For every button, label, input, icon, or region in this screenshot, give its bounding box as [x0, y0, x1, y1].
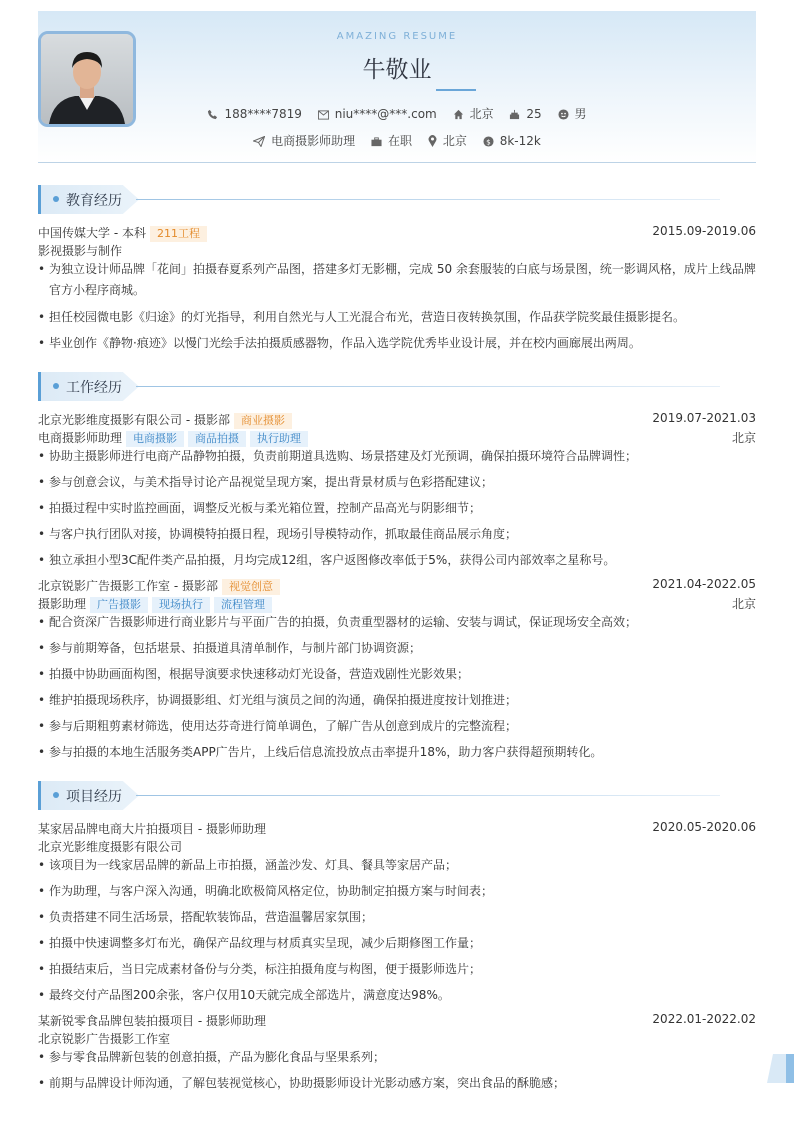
list-item: • 担任校园微电影《归途》的灯光指导，利用自然光与人工光混合布光，营造日夜转换氛围，作品获学院奖最佳摄影提名。: [38, 310, 686, 324]
resume-header: [38, 11, 756, 163]
email-text: niu****@***.com: [334, 107, 437, 121]
contact-info-row: [38, 105, 756, 122]
project-title: 某新锐零食品牌包装拍摄项目 - 摄影师助理: [38, 1014, 266, 1028]
role-tag: 广告摄影: [90, 597, 148, 613]
project-date: 2020.05-2020.06: [652, 820, 756, 834]
money-icon: [483, 136, 494, 147]
section-title-work: 工作经历: [66, 380, 122, 396]
hometown-item: [453, 105, 494, 122]
list-item: • 拍摄中协助画面构图，根据导演要求快速移动灯光设备，营造戏剧性光影效果；: [38, 667, 470, 681]
section-education: [38, 185, 738, 214]
role-tag: 电商摄影: [126, 431, 184, 447]
list-item: • 与客户执行团队对接，协调模特拍摄日程，现场引导模特动作，抓取最佳商品展示角度；: [38, 527, 518, 541]
role-tag: 流程管理: [214, 597, 272, 613]
target-city-text: 北京: [442, 134, 467, 148]
project-title-row: [38, 1012, 756, 1029]
work-company-row: [38, 411, 756, 429]
list-item: • 前期与品牌设计师沟通，了解包装视觉核心，协助摄影师设计光影动感方案，突出食品的酥脆感；: [38, 1076, 566, 1090]
phone-text: 188****7819: [224, 107, 302, 121]
target-city-item: [428, 132, 467, 149]
list-item: • 维护拍摄现场秩序，协调摄影组、灯光组与演员之间的沟通，确保拍摄进度按计划推进；: [38, 693, 518, 707]
section-title-education: 教育经历: [66, 193, 122, 209]
gender-icon: [558, 109, 569, 120]
mail-icon: [318, 110, 329, 120]
section-work: [38, 372, 738, 401]
education-major: 影视摄影与制作: [38, 244, 123, 258]
work-company-row: [38, 577, 756, 595]
email-item: [318, 107, 437, 121]
project-title: 某家居品牌电商大片拍摄项目 - 摄影师助理: [38, 822, 266, 836]
role-tag: 现场执行: [152, 597, 210, 613]
target-position-text: 电商摄影师助理: [271, 134, 356, 148]
resume-subtitle: AMAZING RESUME: [336, 31, 458, 42]
work-date: 2021.04-2022.05: [652, 577, 756, 591]
briefcase-icon: [371, 137, 382, 147]
list-item: • 该项目为一线家居品牌的新品上市拍摄，涵盖沙发、灯具、餐具等家居产品；: [38, 858, 458, 872]
work-role-row: [38, 595, 756, 613]
project-org: 北京锐影广告摄影工作室: [38, 1032, 171, 1046]
candidate-name: 牛敬业: [362, 57, 432, 83]
job-intent-row: [38, 132, 756, 149]
list-item: • 毕业创作《静物·痕迹》以慢门光绘手法拍摄质感器物，作品入选学院优秀毕业设计展，并在校内画廊展出两周。: [38, 336, 641, 350]
work-role-row: [38, 429, 756, 447]
svg-text:$: $: [485, 137, 491, 147]
project-org: 北京光影维度摄影有限公司: [38, 840, 183, 854]
education-date: 2015.09-2019.06: [652, 224, 756, 238]
name-underline: [436, 89, 476, 91]
job-status-item: [371, 132, 412, 149]
cake-icon: [509, 109, 520, 120]
company-tag: 商业摄影: [234, 413, 292, 429]
age-text: 25: [526, 107, 542, 121]
school-tag: 211工程: [150, 226, 207, 242]
list-item: • 参与前期筹备，包括堪景、拍摄道具清单制作，与制片部门协调资源；: [38, 641, 422, 655]
list-item: • 参与后期粗剪素材筛选，使用达芬奇进行简单调色，了解广告从创意到成片的完整流程；: [38, 719, 518, 733]
list-item: • 最终交付产品图200余张，客户仅用10天就完成全部选片，满意度达98%。: [38, 988, 450, 1002]
project-date: 2022.01-2022.02: [652, 1012, 756, 1026]
list-item: • 参与拍摄的本地生活服务类APP广告片，上线后信息流投放点击率提升18%，助力客户获得超预期转化。: [38, 745, 603, 759]
project-title-row: [38, 820, 756, 837]
list-item: • 配合资深广告摄影师进行商业影片与平面广告的拍摄，负责重型器材的运输、安装与调试，保证现场安全高效；: [38, 615, 638, 629]
role-name: 摄影助理: [38, 597, 87, 611]
gender-text: 男: [574, 107, 587, 121]
hometown-text: 北京: [469, 107, 494, 121]
list-item: • 为独立设计师品牌「花间」拍摄春夏系列产品图，搭建多灯无影棚，完成 50 余套服装的白底与场景图，统一影调风格，成片上线品牌官方小程序商城。: [38, 262, 756, 297]
section-title-projects: 项目经历: [66, 789, 122, 805]
list-item: • 参与创意会议，与美术指导讨论产品视觉呈现方案，提出背景材质与色彩搭配建议；: [38, 475, 494, 489]
list-item: • 独立承担小型3C配件类产品拍摄，月均完成12组，客户返图修改率低于5%，获得公司内部效率之星称号。: [38, 553, 616, 567]
education-school-row: [38, 224, 756, 242]
work-city: 北京: [731, 597, 756, 611]
company-name: 北京锐影广告摄影工作室 - 摄影部: [38, 579, 218, 593]
role-tag: 执行助理: [250, 431, 308, 447]
list-item: • 协助主摄影师进行电商产品静物拍摄，负责前期道具选购、场景搭建及灯光预调，确保拍摄环境符合品牌调性；: [38, 449, 638, 463]
role-name: 电商摄影师助理: [38, 431, 123, 445]
list-item: • 拍摄过程中实时监控画面，调整反光板与柔光箱位置，控制产品高光与阴影细节；: [38, 501, 482, 515]
list-item: • 参与零食品牌新包装的创意拍摄，产品为膨化食品与坚果系列；: [38, 1050, 386, 1064]
list-item: • 作为助理，与客户深入沟通，明确北欧极简风格定位，协助制定拍摄方案与时间表；: [38, 884, 494, 898]
list-item: • 拍摄结束后，当日完成素材备份与分类，标注拍摄角度与构图，便于摄影师选片；: [38, 962, 482, 976]
gender-item: [558, 105, 587, 122]
phone-item: [207, 107, 301, 121]
phone-icon: [207, 109, 218, 120]
send-icon: [253, 136, 265, 147]
work-date: 2019.07-2021.03: [652, 411, 756, 425]
section-projects: [38, 781, 738, 810]
role-tag: 商品拍摄: [188, 431, 246, 447]
home-icon: [453, 109, 464, 120]
company-name: 北京光影维度摄影有限公司 - 摄影部: [38, 413, 230, 427]
list-item: • 拍摄中快速调整多灯布光，确保产品纹理与材质真实呈现，减少后期修图工作量；: [38, 936, 482, 950]
age-item: [509, 107, 541, 121]
page-corner-decoration: [767, 1054, 794, 1083]
target-position-item: [253, 132, 355, 149]
work-city: 北京: [731, 431, 756, 445]
company-tag: 视觉创意: [222, 579, 280, 595]
job-status-text: 在职: [388, 134, 413, 148]
salary-text: 8k-12k: [499, 134, 541, 148]
location-pin-icon: [428, 135, 437, 147]
school-name: 中国传媒大学 - 本科: [38, 226, 146, 240]
salary-item: [483, 134, 541, 148]
list-item: • 负责搭建不同生活场景，搭配软装饰品，营造温馨居家氛围；: [38, 910, 374, 924]
